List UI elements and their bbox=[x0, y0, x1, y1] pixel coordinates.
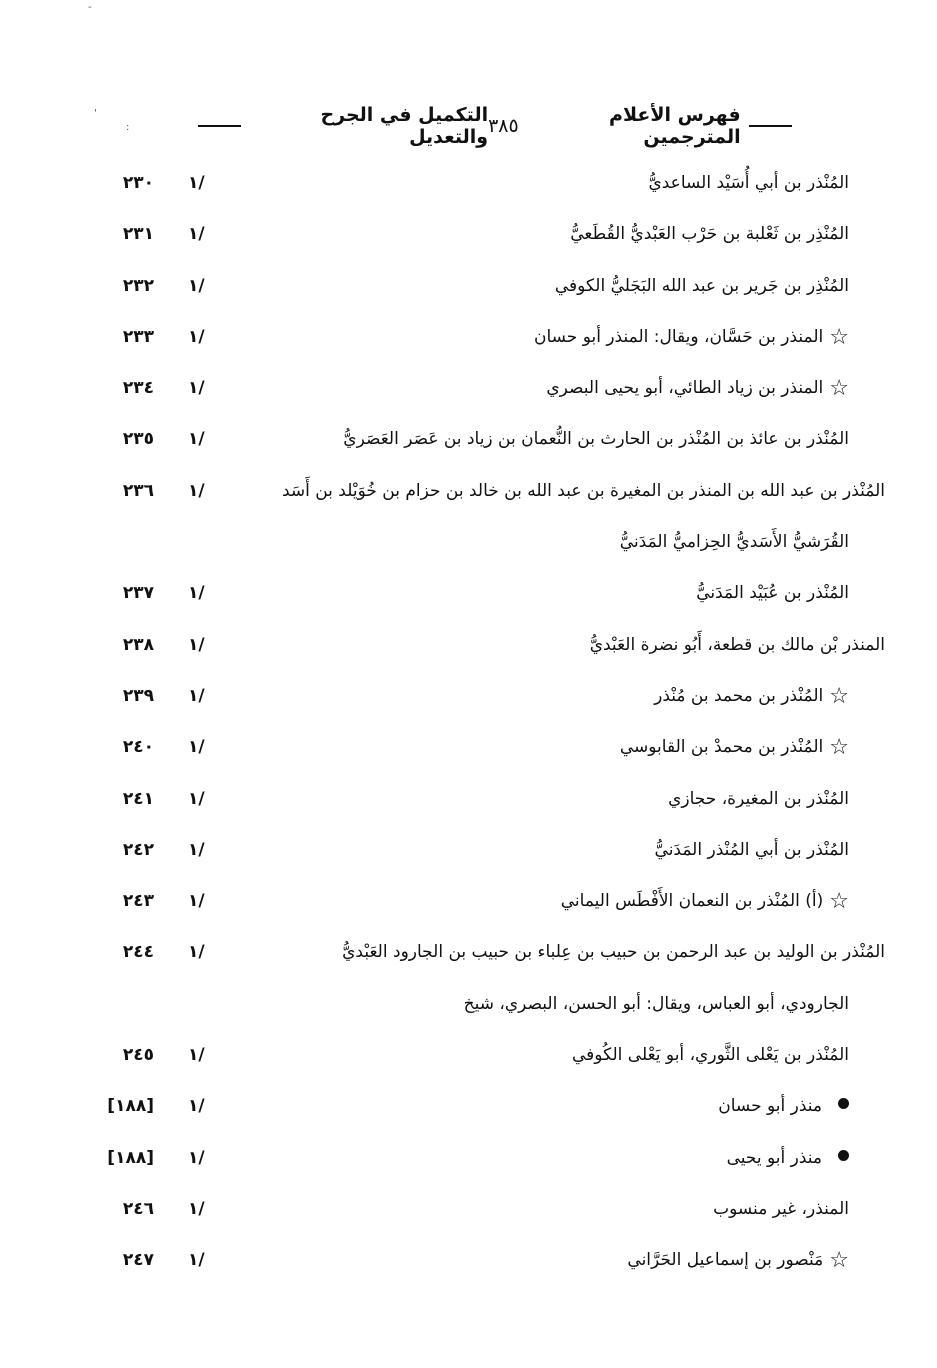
header-dash bbox=[749, 125, 792, 127]
header-book-title: التكميل في الجرح والتعديل bbox=[320, 104, 489, 148]
index-entry bbox=[0, 418, 937, 469]
entry-volume: ١/ bbox=[188, 429, 205, 450]
entry-number: ٢٣٢ bbox=[122, 275, 154, 296]
entry-volume: ١/ bbox=[188, 942, 205, 963]
entry-volume: ١/ bbox=[188, 378, 205, 399]
entry-name: المُنْذر بن محمدْ بن القابوسي bbox=[619, 737, 824, 758]
entry-name-line bbox=[590, 630, 885, 660]
header-index-title: فهرس الأعلام المترجمين bbox=[609, 104, 741, 148]
entry-number: ٢٤٤ bbox=[122, 942, 154, 963]
entry-reference bbox=[96, 784, 226, 814]
entry-reference bbox=[96, 578, 226, 608]
index-entry bbox=[0, 829, 937, 880]
entry-number: ٢٣٥ bbox=[122, 429, 154, 450]
entry-number: ٢٣٩ bbox=[122, 685, 154, 706]
entry-name: المُنْذر بن أبي المُنْذر المَدَنيُّ bbox=[654, 839, 849, 860]
index-entry bbox=[0, 880, 937, 931]
entry-volume: ١/ bbox=[188, 634, 205, 655]
entry-number: ٢٤٥ bbox=[122, 1045, 154, 1066]
entry-volume: ١/ bbox=[188, 224, 205, 245]
index-entry bbox=[0, 316, 937, 367]
entry-reference bbox=[96, 835, 226, 865]
entry-name: المنذر، غير منسوب bbox=[713, 1198, 849, 1219]
entry-name-line bbox=[668, 784, 849, 814]
star-icon: ☆ bbox=[829, 735, 849, 761]
entry-reference bbox=[96, 630, 226, 660]
scan-speck: - bbox=[88, 2, 92, 13]
index-entry bbox=[0, 521, 937, 572]
entry-reference bbox=[96, 1143, 226, 1173]
entry-name: منذر أبو حسان bbox=[718, 1096, 822, 1117]
entry-number: [١٨٨] bbox=[107, 1147, 154, 1168]
entry-number: ٢٤٣ bbox=[122, 891, 154, 912]
entry-number: ٢٣١ bbox=[122, 224, 154, 245]
entry-number: ٢٤٦ bbox=[122, 1198, 154, 1219]
entry-name-line bbox=[572, 1040, 849, 1070]
index-entry bbox=[0, 1085, 937, 1136]
index-entry bbox=[0, 265, 937, 316]
scan-speck: : bbox=[126, 122, 130, 133]
entry-volume: ١/ bbox=[188, 1250, 205, 1271]
entry-name-line bbox=[655, 835, 849, 865]
bullet-dot-icon bbox=[838, 1098, 849, 1109]
entry-volume: ١/ bbox=[188, 1147, 205, 1168]
entry-reference bbox=[96, 271, 226, 301]
entry-reference bbox=[96, 219, 226, 249]
star-icon: ☆ bbox=[829, 683, 849, 709]
star-icon: ☆ bbox=[829, 324, 849, 350]
entry-name: المُنْذِر بن ثَعْلبة بن حَرْب العَبْديُّ القُطَعيُّ bbox=[570, 224, 849, 245]
index-entry bbox=[0, 1188, 937, 1239]
entry-name: (أ) المُنْذر بن النعمان الأَفْطَس اليماني bbox=[560, 891, 824, 912]
entry-number: ٢٤١ bbox=[122, 788, 154, 809]
index-entry bbox=[0, 624, 937, 675]
entry-name-line bbox=[654, 681, 849, 712]
entry-name: مَنْصور بن إسماعيل الحَرَّاني bbox=[627, 1250, 824, 1271]
entry-name-line bbox=[570, 219, 849, 249]
entry-name: المُنْذر بن الوليد بن عبد الرحمن بن حبيب بن عِلباء بن حبيب بن الجارود العَبْديُّ bbox=[342, 942, 885, 963]
index-entry bbox=[0, 1137, 937, 1188]
entry-reference bbox=[96, 1091, 226, 1121]
entry-volume: ١/ bbox=[188, 326, 205, 347]
header-dash bbox=[198, 125, 241, 127]
index-entry bbox=[0, 726, 937, 777]
entry-name-line bbox=[464, 989, 849, 1019]
entry-reference bbox=[96, 373, 226, 403]
entry-volume: ١/ bbox=[188, 480, 205, 501]
entry-name-line bbox=[620, 732, 849, 763]
index-entry bbox=[0, 1239, 937, 1290]
header-index-title-group bbox=[519, 104, 800, 148]
index-entry bbox=[0, 778, 937, 829]
entry-volume: ١/ bbox=[188, 1198, 205, 1219]
entry-number: [١٨٨] bbox=[107, 1096, 154, 1117]
star-icon: ☆ bbox=[829, 1248, 849, 1274]
entry-name-line bbox=[561, 886, 849, 917]
entry-reference bbox=[96, 886, 226, 916]
index-entry bbox=[0, 213, 937, 264]
entry-reference bbox=[96, 1040, 226, 1070]
entry-name-line bbox=[534, 322, 849, 353]
entry-name: المُنْذر بن المغيرة، حجازي bbox=[668, 788, 849, 809]
entry-name: المنذر بْن مالك بن قطعة، أَبُو نضرة العَبْديُّ bbox=[589, 634, 885, 655]
entry-name: المُنْذر بن يَعْلى الثَّوري، أبو يَعْلى الكُوفي bbox=[572, 1045, 849, 1066]
entry-name: المُنْذر بن محمد بن مُنْذر bbox=[654, 685, 824, 706]
index-entry bbox=[0, 367, 937, 418]
bullet-dot-icon bbox=[838, 1150, 849, 1161]
index-entry bbox=[0, 1034, 937, 1085]
running-header bbox=[190, 104, 800, 148]
index-entry bbox=[0, 675, 937, 726]
entry-volume: ١/ bbox=[188, 685, 205, 706]
entry-reference bbox=[96, 732, 226, 762]
entry-name-line bbox=[696, 578, 849, 608]
index-entry bbox=[0, 470, 937, 521]
entry-reference bbox=[96, 476, 226, 506]
entry-reference bbox=[96, 168, 226, 198]
entry-number: ٢٣٠ bbox=[122, 173, 154, 193]
entry-name: القُرَشيُّ الأَسَديُّ الحِزاميُّ المَدَنيُّ bbox=[619, 532, 849, 553]
entry-number: ٢٣٣ bbox=[122, 326, 154, 347]
entry-name-line bbox=[648, 168, 849, 198]
entry-reference bbox=[96, 424, 226, 454]
entry-name: المُنْذر بن عائذ بن المُنْذر بن الحارث بن النُّعمان بن زياد بن عَصَر العَصَريُّ bbox=[343, 429, 849, 450]
entry-name-line bbox=[342, 937, 885, 967]
scan-speck: ' bbox=[94, 108, 97, 119]
entry-name: منذر أبو يحيى bbox=[726, 1147, 822, 1168]
entry-name-line bbox=[282, 476, 885, 506]
star-icon: ☆ bbox=[829, 889, 849, 915]
entry-name: المنذر بن حَسَّان، ويقال: المنذر أبو حسان bbox=[533, 326, 824, 347]
entry-reference bbox=[96, 681, 226, 711]
entry-name: المنذر بن زياد الطائي، أبو يحيى البصري bbox=[546, 378, 824, 399]
entry-reference bbox=[96, 1245, 226, 1275]
entry-number: ٢٤٧ bbox=[122, 1250, 154, 1271]
entry-volume: ١/ bbox=[188, 788, 205, 809]
entry-name: الجارودي، أبو العباس، ويقال: أبو الحسن، البصري، شيخ bbox=[463, 993, 849, 1014]
entry-volume: ١/ bbox=[188, 839, 205, 860]
entry-name: المُنْذر بن أبي أُسَيْد الساعديُّ bbox=[648, 173, 849, 193]
entry-name-line bbox=[555, 271, 849, 301]
entry-name: المُنْذِر بن جَرير بن عبد الله البَجَليُّ الكوفي bbox=[554, 275, 849, 296]
entry-volume: ١/ bbox=[188, 891, 205, 912]
index-entry bbox=[0, 983, 937, 1034]
entry-name-line bbox=[727, 1143, 849, 1173]
page-number: ٣٨٥ bbox=[488, 115, 519, 137]
index-entry bbox=[0, 931, 937, 982]
entry-number: ٢٤٢ bbox=[122, 839, 154, 860]
header-book-title-group bbox=[190, 104, 488, 148]
entry-name-line bbox=[627, 1245, 849, 1276]
entry-name: المُنْذر بن عُبَيْد المَدَنيُّ bbox=[696, 583, 849, 604]
entry-name-line bbox=[713, 1194, 849, 1224]
entry-name-line bbox=[620, 527, 849, 557]
entry-name-line bbox=[546, 373, 849, 404]
entry-number: ٢٣٤ bbox=[122, 378, 154, 399]
entry-number: ٢٣٨ bbox=[122, 634, 154, 655]
entry-volume: ١/ bbox=[188, 1045, 205, 1066]
entry-volume: ١/ bbox=[188, 275, 205, 296]
entry-name-line bbox=[718, 1091, 849, 1121]
entry-number: ٢٤٠ bbox=[122, 737, 154, 758]
entry-volume: ١/ bbox=[188, 737, 205, 758]
entry-volume: ١/ bbox=[188, 1096, 205, 1117]
entry-reference bbox=[96, 1194, 226, 1224]
star-icon: ☆ bbox=[829, 376, 849, 402]
entry-number: ٢٣٦ bbox=[122, 480, 154, 501]
index-entries bbox=[0, 162, 937, 1291]
entry-reference bbox=[96, 937, 226, 967]
index-entry bbox=[0, 162, 937, 213]
entry-reference bbox=[96, 322, 226, 352]
entry-name: المُنْذر بن عبد الله بن المنذر بن المغيرة بن عبد الله بن خالد بن حزام بن خُوَيْلد بن أَسَد bbox=[281, 480, 885, 501]
entry-name-line bbox=[343, 424, 849, 454]
index-entry bbox=[0, 572, 937, 623]
entry-number: ٢٣٧ bbox=[122, 583, 154, 604]
entry-volume: ١/ bbox=[188, 173, 205, 193]
entry-volume: ١/ bbox=[188, 583, 205, 604]
